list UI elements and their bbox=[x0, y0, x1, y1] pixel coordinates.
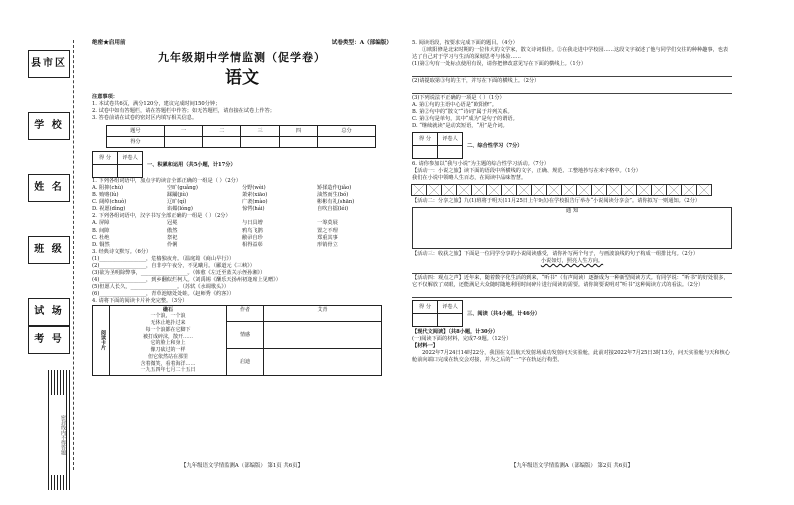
material-title: 【材料一】 bbox=[412, 343, 438, 350]
question-5: 5. 阅读语段，按要求完成下面的题目。（4分） bbox=[412, 40, 518, 46]
option: 相得益彰 bbox=[242, 241, 263, 248]
poem-line: 它的脸上和身上 bbox=[150, 340, 186, 347]
score-table bbox=[106, 125, 376, 148]
activity-3: 【活动三：收获之旅】下面是一位同学分享的小说阅读感受，请你补写两个句子，与画波浪线的句子构成一组排比句。（2分） bbox=[412, 251, 699, 258]
notice-box[interactable] bbox=[412, 207, 732, 249]
grader-box bbox=[412, 132, 463, 159]
answer-line[interactable] bbox=[412, 86, 732, 94]
option: 祭祀 bbox=[167, 234, 178, 241]
question-2: 2. 下列各组词语中，汉字书写全部正确的一组是（ ）（2分） bbox=[92, 213, 231, 220]
section-2-header bbox=[412, 132, 732, 159]
option: D. 铜然 bbox=[92, 241, 110, 248]
q5-option: D. “继续就读”是动宾短语，“用”是介词。 bbox=[412, 123, 508, 130]
option: 辽旷(qí) bbox=[167, 199, 187, 206]
confidential-label: 绝密★启用前 bbox=[92, 40, 126, 46]
grader-cell[interactable] bbox=[118, 165, 143, 178]
poem-line: 一九五四年七月二十五日 bbox=[140, 367, 196, 374]
score-header: 三 bbox=[241, 126, 279, 137]
binding-label-name: 姓 名 bbox=[28, 174, 70, 202]
option: 彬彬有礼(shān) bbox=[317, 199, 355, 206]
exam-title: 九年级期中学情监测（促学卷） bbox=[158, 50, 326, 64]
notes-title: 注意事项： bbox=[92, 94, 118, 101]
grader-cell[interactable] bbox=[438, 314, 463, 327]
reading-card bbox=[92, 305, 382, 377]
score-header: 一 bbox=[164, 126, 202, 137]
section-3-header bbox=[412, 300, 732, 327]
card-row-label: 情感 bbox=[227, 322, 264, 349]
option: 傲然 bbox=[167, 227, 178, 234]
score-header: 四 bbox=[279, 126, 317, 137]
question-2-options bbox=[92, 220, 392, 248]
activity-1-text: 我们在小说中领略人生百态，在阅读中品味智慧。 bbox=[412, 175, 527, 182]
activity-2: 【活动二：分享之旅】九(1)班将于明天(11月25日上午9点)在学校报告厅举办“小说阅读分享会”。请你拟写一则通知。（2分） bbox=[412, 198, 701, 205]
q5-option: B. 第②句中的“散文”“诗词”属于并列关系。 bbox=[412, 109, 513, 116]
option: D. 祝愿(dìng) bbox=[92, 206, 126, 213]
answer-line[interactable] bbox=[412, 290, 732, 298]
page-2-footer: 【九年级语文学情监测A（部编版） 第2页 共6页】 bbox=[511, 462, 633, 469]
option: 冠冕 bbox=[167, 220, 178, 227]
option: C. 杜绝 bbox=[92, 234, 110, 241]
poem-line: 被打成碎沫，散开…… bbox=[142, 333, 193, 340]
question-3: 3. 经典诗文默写。（6分） bbox=[92, 248, 152, 255]
answer-line[interactable] bbox=[412, 69, 732, 77]
grader-cell[interactable] bbox=[413, 314, 438, 327]
option: 广袤(mào) bbox=[242, 199, 268, 206]
score-row-label: 得分 bbox=[107, 137, 165, 148]
option: 置之不理 bbox=[317, 227, 338, 234]
fill-line[interactable]: (2)__________________，自非亭午夜分，不见曦月。（郦道元《三峡》） bbox=[92, 262, 255, 269]
card-answer[interactable] bbox=[264, 322, 382, 349]
binding-label-room: 试 场 bbox=[28, 298, 70, 326]
option: 惊愕(hái) bbox=[242, 206, 265, 213]
option: B. 间隙 bbox=[92, 227, 110, 234]
section-1-title: 一、积累和运用（共5小题，计17分） bbox=[147, 162, 236, 169]
option: 油然而生(bó) bbox=[317, 192, 349, 199]
option: C. 阔绰(chuò) bbox=[92, 199, 127, 206]
poem-line: 无休止地扑过来 bbox=[150, 320, 186, 327]
grader-label: 评卷人 bbox=[438, 133, 463, 146]
option: 郑重其事 bbox=[317, 234, 338, 241]
score-header: 题号 bbox=[107, 126, 165, 137]
score-header: 二 bbox=[203, 126, 241, 137]
q5-option: A. 第①句的主语中心语是“欧阳修”。 bbox=[412, 102, 497, 109]
option: 一筹莫展 bbox=[317, 220, 338, 227]
grader-label: 评卷人 bbox=[118, 152, 143, 165]
writing-grid[interactable] bbox=[412, 184, 732, 196]
option: 敝帚自珍 bbox=[242, 234, 263, 241]
activity-3-line: 小说如灯，照亮人生方向。 bbox=[540, 258, 604, 265]
q5-sub: (3)下列说法不正确的一项是（ ）（1分） bbox=[412, 95, 505, 102]
card-row-label: 启迪 bbox=[227, 349, 264, 376]
option: 空旷(guǎng) bbox=[167, 185, 198, 192]
note-item: 3. 答卷前请在试卷的密封区内填写相关信息。 bbox=[92, 115, 198, 122]
option: 矫揉造作(jiǎo) bbox=[317, 185, 352, 192]
fill-line[interactable]: (1)__________________，危樯独夜舟。（温庭筠《商山早行》） bbox=[92, 255, 235, 262]
score-cell[interactable] bbox=[164, 137, 202, 148]
option: 萧索(xiāo) bbox=[242, 192, 268, 199]
option: B. 贿赂(lù) bbox=[92, 192, 119, 199]
page-1 bbox=[92, 40, 392, 470]
q5-sub: (1)第①句有一处标点使用有误，请你把修改意见写在下面的横线上。（1分） bbox=[412, 61, 587, 68]
answer-line[interactable] bbox=[412, 266, 732, 274]
option: 伶俐 bbox=[167, 241, 178, 248]
question-5-passage: ①欧阳修是北宋时期的一位伟大的文学家，散文诗词俱佳。②在我走进中学校园……这段文字叙述了他与同学们交往的种种趣事，也表达了自己对于学习与生活的深刻思考与体验…… bbox=[412, 47, 729, 61]
score-cell[interactable] bbox=[241, 137, 279, 148]
card-answer[interactable] bbox=[264, 349, 382, 376]
card-header: 艾青 bbox=[264, 305, 382, 322]
poem-line: 每一个浪都在它脚下 bbox=[145, 326, 191, 333]
card-side-label: 阅读卡片 bbox=[93, 305, 110, 376]
notice-title: 通 知 bbox=[565, 208, 579, 215]
option: 谄媚(lóng) bbox=[167, 206, 193, 213]
score-cell[interactable] bbox=[203, 137, 241, 148]
section-1-header bbox=[92, 151, 392, 178]
card-poem-title: 礁石 bbox=[162, 306, 173, 313]
option: 与日具增 bbox=[242, 220, 263, 227]
poem-line: 但它依然站在那里 bbox=[147, 353, 188, 360]
seal-warning: 密封线内不得答题 bbox=[50, 395, 66, 475]
question-4: 4. 请将下面的阅读卡片补充完整。（3分） bbox=[92, 297, 188, 304]
binding-label-school: 学 校 bbox=[28, 112, 70, 140]
binding-label-county: 县市区 bbox=[28, 50, 70, 78]
grader-label: 得 分 bbox=[413, 301, 438, 314]
score-cell[interactable] bbox=[318, 137, 376, 148]
grader-label: 得 分 bbox=[93, 152, 118, 165]
activity-4: 【活动四：观点之声】近年来，随着数字化生活的到来，“听书”（有声阅读）逐渐成为一种新型阅读方式。有同学说：“听书”的好处很多，它不仅解放了双眼，还能满足大众随时随地利用时间碎片进行阅读的需要。请你简要说明对“听书”这种阅读方式的看法。（2分） bbox=[412, 275, 729, 289]
option: 分野(wèi) bbox=[242, 185, 266, 192]
question-1-options bbox=[92, 185, 392, 213]
grader-cell[interactable] bbox=[93, 165, 118, 178]
card-poem bbox=[110, 305, 227, 376]
page-2 bbox=[412, 40, 732, 470]
page-1-footer: 【九年级语文学情监测A（部编版） 第1页 共6页】 bbox=[181, 462, 303, 469]
binding-label-class: 班 级 bbox=[28, 236, 70, 264]
grader-box bbox=[412, 300, 463, 327]
option: 蹂躏(jiù) bbox=[167, 192, 189, 199]
binding-column bbox=[28, 40, 70, 468]
option: 自吹自擂(léi) bbox=[317, 206, 349, 213]
note-item: 1. 本试卷共6页，满分120分，建议完成时间150分钟； bbox=[92, 101, 221, 108]
q5-sub: (2)请提取第③句的主干，并写在下面的横线上。（2分） bbox=[412, 78, 540, 85]
section-3-title: 三、阅读（共4小题，计46分） bbox=[467, 311, 541, 318]
question-6: 6. 请你参加以“我与小说”为主题的综合性学习活动。（7分） bbox=[412, 161, 550, 168]
grader-box bbox=[92, 151, 143, 178]
section-2-title: 二、综合性学习（7分） bbox=[467, 143, 523, 150]
fill-line[interactable]: (3)欲为圣明除弊事，__________________。（韩愈《左迁至蓝关示侄孙湘》） bbox=[92, 269, 266, 276]
card-header: 作者 bbox=[227, 305, 264, 322]
grader-cell[interactable] bbox=[438, 146, 463, 159]
option: A. 阻抑(chù) bbox=[92, 185, 124, 192]
grader-label: 得 分 bbox=[413, 133, 438, 146]
paper-type-label: 试卷类型：A（部编版） bbox=[331, 40, 392, 46]
fill-line[interactable]: (6)__________________，青草池塘处处蛙。（赵师秀《约客》） bbox=[92, 290, 235, 297]
question-1: 1. 下列各组词语中，加点字的读音全部正确的一组是（ ）（2分） bbox=[92, 178, 242, 185]
subsection-note: (一)阅读下面的材料，完成7-9题。（12分） bbox=[412, 336, 512, 343]
grader-cell[interactable] bbox=[413, 146, 438, 159]
note-item: 2. 试卷中如有答题栏，请在答题栏中作答；如无答题栏，请直接在试卷上作答； bbox=[92, 108, 275, 115]
score-cell[interactable] bbox=[279, 137, 317, 148]
option: A. 屏障 bbox=[92, 220, 110, 227]
fill-line[interactable]: (4)__________________，到乡翻似烂柯人。（刘禹锡《酬乐天扬州初逢席上见赠》） bbox=[92, 276, 281, 283]
seal-line bbox=[73, 40, 74, 470]
option: 鸦鸟飞鹊 bbox=[242, 227, 263, 234]
poem-line: 含着微笑，看着海洋…… bbox=[140, 360, 196, 367]
grader-label: 评卷人 bbox=[438, 301, 463, 314]
q5-option: C. 第③句是单句，其中“成为”是句子的谓语。 bbox=[412, 116, 518, 123]
subject-title: 语文 bbox=[225, 68, 259, 89]
page-1-header bbox=[92, 40, 392, 48]
poem-line: 一个浪，一个浪 bbox=[150, 313, 186, 320]
material-text: 2022年7月24日14时22分，我国在文昌航天发射场成功发射问天实验舱，此前对接2022年7月25日3时13分，问天实验舱与天和核心舱前向端口完成在轨交会对接，并为之后的“一”字在轨运行构型。 bbox=[412, 350, 730, 364]
subsection-title: 【现代文阅读】（共8小题，计30分） bbox=[412, 329, 499, 336]
option: 形销骨立 bbox=[317, 241, 338, 248]
score-header: 总分 bbox=[318, 126, 376, 137]
fill-line[interactable]: (5)但愿人长久，__________________。（苏轼《水调歌头》） bbox=[92, 283, 230, 290]
binding-label-number: 考 号 bbox=[28, 326, 70, 354]
poem-line: 像刀砍过的一样 bbox=[150, 347, 186, 354]
activity-1: 【活动一：小说之旅】读下面的语段中所横线的文字，正确、规范、工整地抄写在米字格中。（1分） bbox=[412, 168, 641, 175]
